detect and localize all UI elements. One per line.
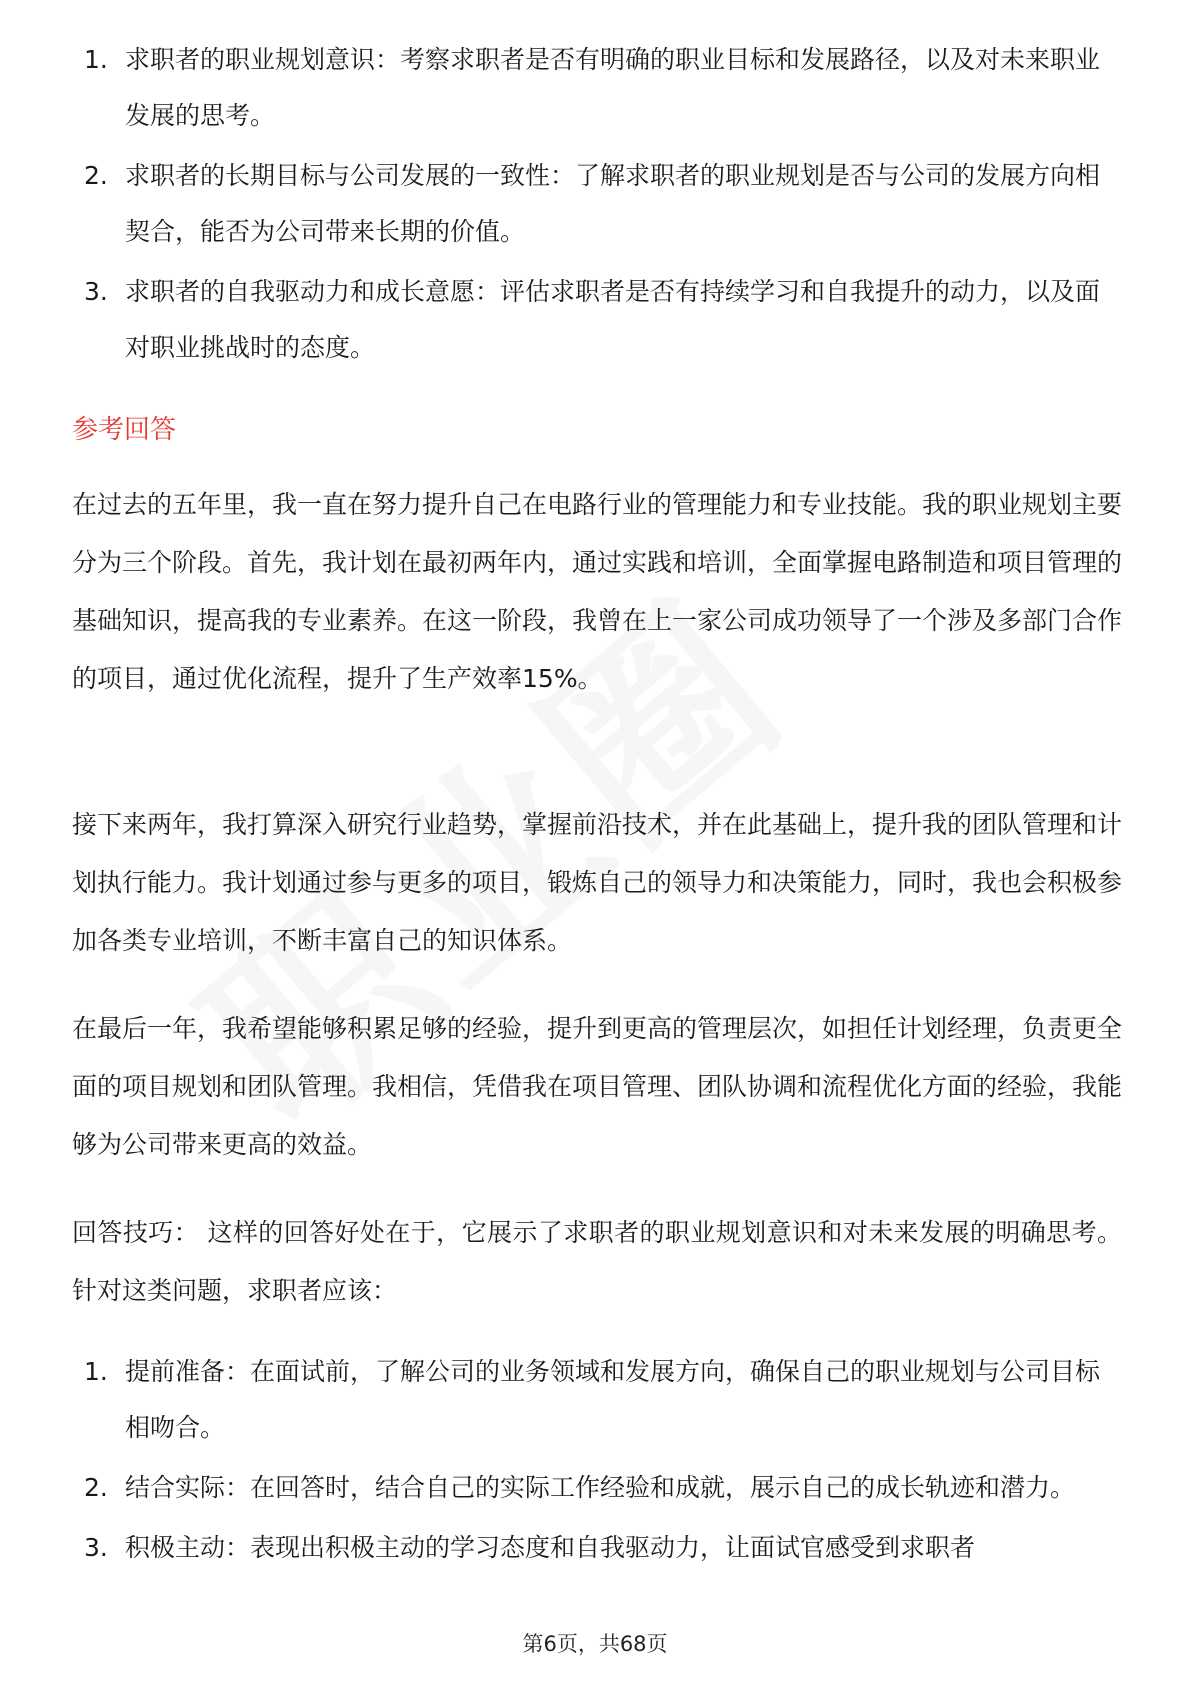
list-number: 2.: [84, 161, 108, 190]
paragraph: 回答技巧： 这样的回答好处在于，它展示了求职者的职业规划意识和对未来发展的明确思考。针对这类问题，求职者应该：: [72, 1218, 1122, 1305]
paragraph: 接下来两年，我打算深入研究行业趋势，掌握前沿技术，并在此基础上，提升我的团队管理和计划执行能力。我计划通过参与更多的项目，锻炼自己的领导力和决策能力，同时，我也会积极参加各类专业培训，不断丰富自己的知识体系。: [72, 810, 1123, 955]
list-text: 提前准备：在面试前，了解公司的业务领域和发展方向，确保自己的职业规划与公司目标相吻合。: [125, 1357, 1101, 1442]
criteria-list: [0, 32, 1190, 380]
list-item: [0, 1344, 1190, 1456]
paragraph: 在最后一年，我希望能够积累足够的经验，提升到更高的管理层次，如担任计划经理，负责更全面的项目规划和团队管理。我相信，凭借我在项目管理、团队协调和流程优化方面的经验，我能够为公司带来更高的效益。: [72, 1014, 1123, 1159]
list-text: 求职者的职业规划意识：考察求职者是否有明确的职业目标和发展路径，以及对未来职业发展的思考。: [125, 45, 1101, 130]
tips-list: [0, 1344, 1190, 1580]
list-item: [0, 148, 1190, 260]
list-text: 求职者的自我驱动力和成长意愿：评估求职者是否有持续学习和自我提升的动力，以及面对职业挑战时的态度。: [125, 277, 1101, 362]
page-footer: 第6页，共68页: [522, 1632, 668, 1656]
paragraph: 在过去的五年里，我一直在努力提升自己在电路行业的管理能力和专业技能。我的职业规划主要分为三个阶段。首先，我计划在最初两年内，通过实践和培训，全面掌握电路制造和项目管理的基础知识，提高我的专业素养。在这一阶段，我曾在上一家公司成功领导了一个涉及多部门合作的项目，通过优化流程，提升了生产效率15%。: [72, 490, 1123, 693]
list-number: 1.: [84, 45, 108, 74]
list-text: 结合实际：在回答时，结合自己的实际工作经验和成就，展示自己的成长轨迹和潜力。: [125, 1473, 1076, 1502]
section-heading: 参考回答: [72, 415, 177, 445]
list-text: 求职者的长期目标与公司发展的一致性：了解求职者的职业规划是否与公司的发展方向相契合，能否为公司带来长期的价值。: [125, 161, 1101, 246]
list-number: 2.: [84, 1473, 108, 1502]
list-item: [0, 264, 1190, 376]
list-item: [0, 32, 1190, 144]
list-number: 3.: [84, 1533, 108, 1562]
list-item: [0, 1460, 1190, 1516]
list-number: 1.: [84, 1357, 108, 1386]
list-item: [0, 1520, 1190, 1576]
list-number: 3.: [84, 277, 108, 306]
list-text: 积极主动：表现出积极主动的学习态度和自我驱动力，让面试官感受到求职者: [125, 1533, 976, 1562]
